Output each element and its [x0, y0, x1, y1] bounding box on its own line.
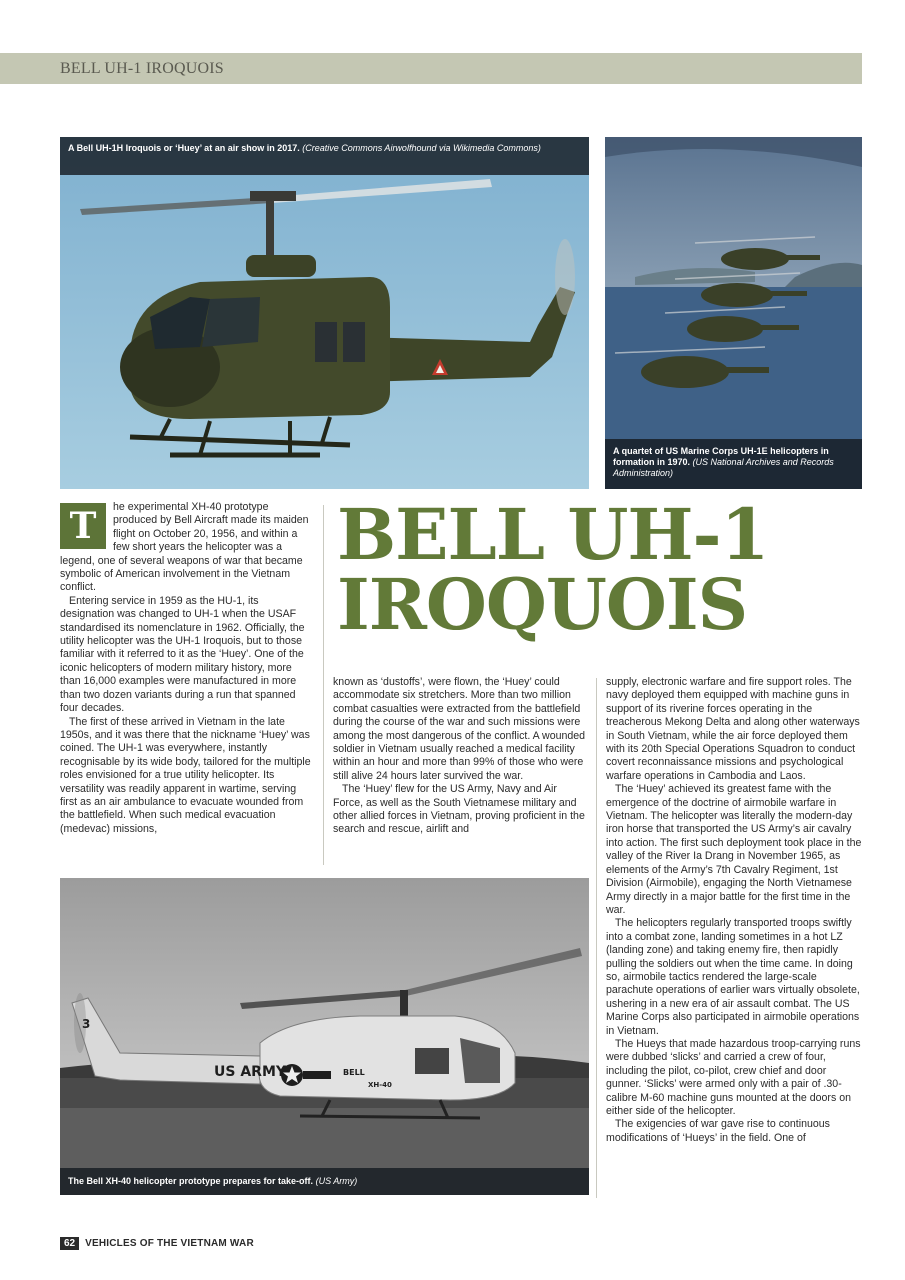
caption-marine-formation — [605, 439, 862, 489]
publication-title: VEHICLES OF THE VIETNAM WAR — [85, 1237, 254, 1249]
paragraph: supply, electronic warfare and fire support roles. The navy deployed them equipped with machine guns in support of its riverine forces operating in the treacherous Mekong Delta and along other waterways in South Vietnam, while the air force deployed them with its 20th Special Operations Squadron to conduct covert reconnaissance missions and psychological warfare operations in Cambodia and Laos. — [606, 676, 860, 782]
running-header — [0, 53, 862, 84]
paragraph: The helicopters regularly transported troops swiftly into a combat zone, landing sometimes in a hot LZ (landing zone) and taking enemy fire, then rapidly pulling the soldiers out when the time came. In doing so, airmobile tactics rendered the large-scale parachute operations of earlier wars virtually obsolete, ushering in a new era of air assault combat. The US Marine Corps also participated in airmobile operations in Vietnam. — [606, 917, 860, 1037]
paragraph: The Hueys that made hazardous troop-carrying runs were dubbed ‘slicks’ and carried a crew of four, including the pilot, co-pilot, crew chief and door gunner. ‘Slicks’ were armed only with a pair of .30-calibre M-60 machine guns mounted at the doors on either side of the helicopter. — [606, 1037, 861, 1117]
caption-credit: (Creative Commons Airwolfhound via Wikimedia Commons) — [302, 143, 541, 153]
article-title — [337, 493, 857, 646]
photo-marine-formation — [605, 137, 862, 489]
paragraph: The exigencies of war gave rise to continuous modifications of ‘Hueys’ in the field. One of — [606, 1118, 830, 1144]
caption-bold: A Bell UH-1H Iroquois or ‘Huey’ at an air show in 2017. — [68, 143, 300, 153]
page-number: 62 — [60, 1237, 79, 1250]
title-line-2: IROQUOIS — [337, 563, 748, 646]
article-column-2 — [333, 676, 586, 837]
column-rule — [323, 505, 324, 865]
marine-formation-image — [605, 137, 862, 489]
paragraph-text: he experimental XH-40 prototype produced by Bell Aircraft made its maiden flight on October 20, 1956, and within a few short years the helicopter was a legend, one of several weapons of war that became symbolic of American involvement in the Vietnam conflict. — [60, 501, 309, 594]
huey-airshow-image — [60, 137, 589, 489]
paragraph: Entering service in 1959 as the HU-1, its designation was changed to UH-1 when the USAF standardised its nomenclature in 1962. Officially, the utility helicopter was the UH-1 Iroquois, but to those familiar with it referred to it as the ‘Huey’. One of the iconic helicopters of modern military history, more than 16,000 examples were manufactured in more than two dozen variants during a run that spanned four decades. — [60, 594, 305, 715]
page-footer — [60, 1235, 254, 1251]
us-army-marking: US ARMY — [214, 1064, 287, 1080]
caption-xh40 — [60, 1168, 589, 1195]
photo-huey-airshow — [60, 137, 589, 489]
caption-bold: A quartet of US Marine Corps UH-1E helicopters in formation in 1970. — [613, 446, 829, 467]
tail-number: 3 — [82, 1017, 91, 1031]
paragraph — [60, 501, 314, 595]
article-column-3 — [606, 676, 862, 1145]
paragraph: The ‘Huey’ flew for the US Army, Navy and Air Force, as well as the South Vietnamese military and other allied forces in Vietnam, proving proficient in the search and rescue, airlift and — [333, 783, 585, 836]
paragraph: known as ‘dustoffs’, were flown, the ‘Huey’ could accommodate six stretchers. More than two million combat casualties were extracted from the battlefield during the course of the war and such missions were among the most dangerous of the conflict. A wounded soldier in Vietnam usually reached a medical facility within an hour and more than 99% of those who were still alive 24 hours later survived the war. — [333, 676, 586, 782]
paragraph: The first of these arrived in Vietnam in the late 1950s, and it was there that the nickname ‘Huey’ was coined. The UH-1 was everywhere, instantly recognisable by its wide body, tailored for the multiple roles envisioned for a true utility helicopter. Its versatility was readily apparent in wartime, serving first as an air ambulance to evacuate wounded from the battlefield. When such medical evacuation (medevac) missions, — [60, 715, 311, 835]
caption-credit: (US National Archives and Records Administration) — [613, 457, 834, 478]
paragraph: The ‘Huey’ achieved its greatest fame with the emergence of the doctrine of airmobile warfare in Vietnam. The helicopter was literally the modern-day iron horse that transported the US Army’s air cavalry into action. The first such deployment took place in the valley of the River Ia Drang in November 1965, as elements of the Army’s 7th Cavalry Regiment, 1st Division (Airmobile), engaging the North Vietnamese Army directly in a major battle for the first time in the war. — [606, 783, 862, 916]
photo-xh40-prototype — [60, 878, 589, 1195]
column-rule — [596, 678, 597, 1198]
xh40-marking: XH-40 — [368, 1081, 392, 1089]
title-line-1: BELL UH-1 — [337, 493, 769, 576]
article-column-1 — [60, 501, 314, 836]
bell-marking: BELL — [343, 1068, 365, 1077]
caption-huey-airshow — [60, 137, 589, 175]
running-title: BELL UH-1 IROQUOIS — [60, 60, 224, 77]
drop-cap: T — [60, 503, 106, 549]
caption-bold: The Bell XH-40 helicopter prototype prepares for take-off. — [68, 1176, 314, 1186]
caption-credit: (US Army) — [315, 1176, 358, 1186]
xh40-image — [60, 878, 589, 1195]
